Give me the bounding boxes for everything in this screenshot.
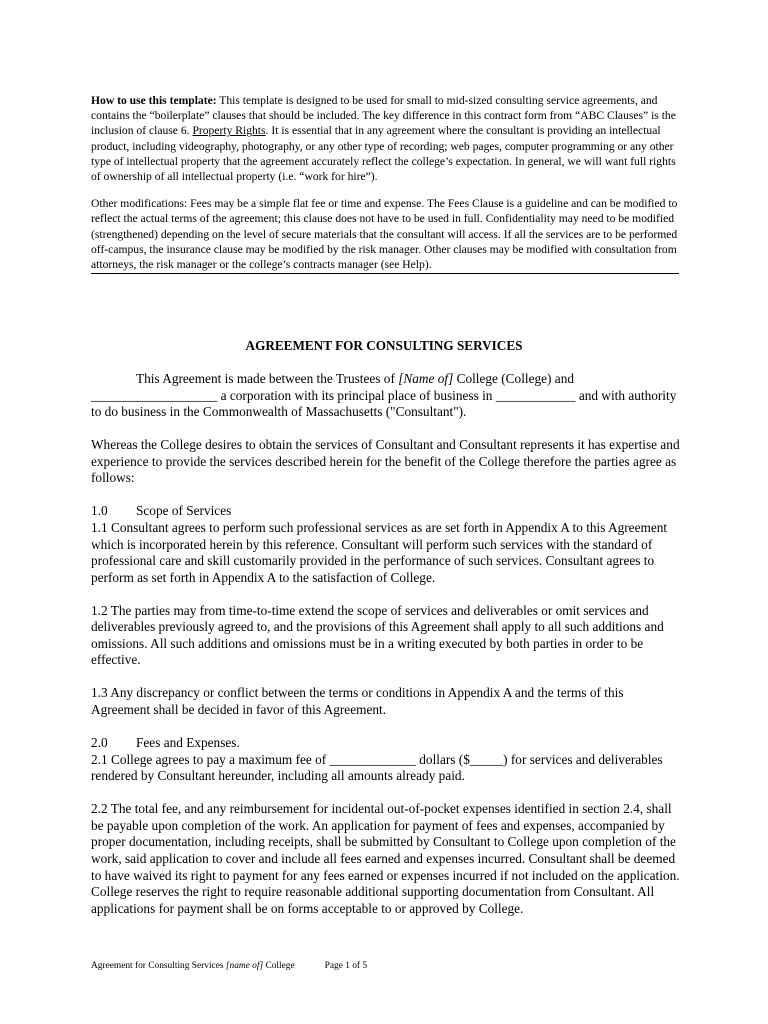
- section-2-number: 2.0: [91, 735, 108, 751]
- instructions-lead: How to use this template:: [91, 94, 217, 107]
- clause-1-1: 1.1 Consultant agrees to perform such professional services as are set forth in Appendix A to this Agreement which is incorporated herein by this reference. Consultant will perform such services with the standard of professional care and skill customarily provided in the performance of such services. Consultant agrees to perform as set forth in Appendix A to the satisfaction of College.: [91, 519, 668, 585]
- instructions-text-1b: . It is essential that in any agreement where the consultant is providing an intellectual product, including videography, photography, or any other type of recording; web pages, computer programming or any other type of intellectual property that the agreement accurately reflect the college’s expectation. In general, we will want full rights of ownership of all intellectual property (i.e. “work for hire”).: [91, 124, 676, 184]
- whereas-paragraph: Whereas the College desires to obtain the services of Consultant and Consultant represents it has expertise and experience to provide the services described herein for the benefit of the College therefore the parties agree as follows:: [91, 437, 680, 486]
- instructions-paragraph-1: [91, 93, 679, 184]
- page-number: Page 1 of 5: [324, 961, 368, 971]
- page-footer: [91, 961, 367, 971]
- template-instructions: [91, 93, 679, 274]
- property-rights-link[interactable]: Property Rights: [192, 124, 266, 138]
- instructions-paragraph-2: Other modifications: Fees may be a simple flat fee or time and expense. The Fees Clause is a guideline and can be modified to reflect the actual terms of the agreement; this clause does not have to be used in full. Confidentiality may need to be modified (strengthened) depending on the level of secure materials that the consultant will access. If all the services are to be performed off-campus, the insurance clause may be modified by the risk manager. Other clauses may be modified with consultation from attorneys, the risk manager or the college’s contracts manager (see Help).: [91, 197, 678, 272]
- section-1-number: 1.0: [91, 503, 108, 519]
- section-1-heading: [91, 503, 681, 520]
- agreement-body: [91, 371, 681, 934]
- section-2-title: Fees and Expenses.: [136, 735, 240, 751]
- intro-text-a: This Agreement is made between the Trustees of: [136, 371, 399, 386]
- clause-2-1: 2.1 College agrees to pay a maximum fee of _____________ dollars ($_____) for services and deliverables rendered by Consultant hereunder, including all amounts already paid.: [91, 751, 663, 784]
- clause-1-2: 1.2 The parties may from time-to-time extend the scope of services and deliverables or omit services and deliverables previously agreed to, and the provisions of this Agreement shall apply to all such additions and omissions. All such additions and omissions must be in a writing executed by both parties in order to be effective.: [91, 602, 664, 668]
- intro-name-placeholder: [Name of]: [398, 371, 454, 386]
- clause-2-2: 2.2 The total fee, and any reimbursement for incidental out-of-pocket expenses identified in section 2.4, shall be payable upon completion of the work. An application for payment of fees and expenses, accompanied by proper documentation, including receipts, shall be submitted by Consultant to College upon completion of the work, said application to cover and include all fees earned and expenses incurred. Consultant shall be deemed to have waived its right to payment for any fees earned or expenses incurred if not included on the application. College reserves the right to require reasonable additional supporting documentation from Consultant. All applications for payment shall be on forms acceptable to or approved by College.: [91, 801, 680, 916]
- clause-1-3: 1.3 Any discrepancy or conflict between the terms or conditions in Appendix A and the terms of this Agreement shall be decided in favor of this Agreement.: [91, 685, 624, 718]
- section-1-title: Scope of Services: [136, 503, 232, 519]
- section-2-heading: [91, 735, 681, 752]
- instructions-text-1a: This template is designed to be used for small to mid-sized consulting service agreements, and contains the “boilerplate” clauses that should be included. The key difference in this contract form from “ABC Clauses” is the inclusion of clause 6.: [91, 94, 676, 138]
- document-title: AGREEMENT FOR CONSULTING SERVICES: [245, 338, 523, 353]
- footer-text-b: College: [263, 961, 295, 971]
- intro-paragraph: [91, 371, 681, 421]
- footer-text-a: Agreement for Consulting Services: [91, 961, 226, 971]
- intro-text-b: College (College) and ___________________ a corporation with its principal place of business in ____________ and with authority to do business in the Commonwealth of Massachusetts ("Consultant").: [91, 371, 677, 420]
- footer-name-placeholder: [name of]: [225, 961, 264, 971]
